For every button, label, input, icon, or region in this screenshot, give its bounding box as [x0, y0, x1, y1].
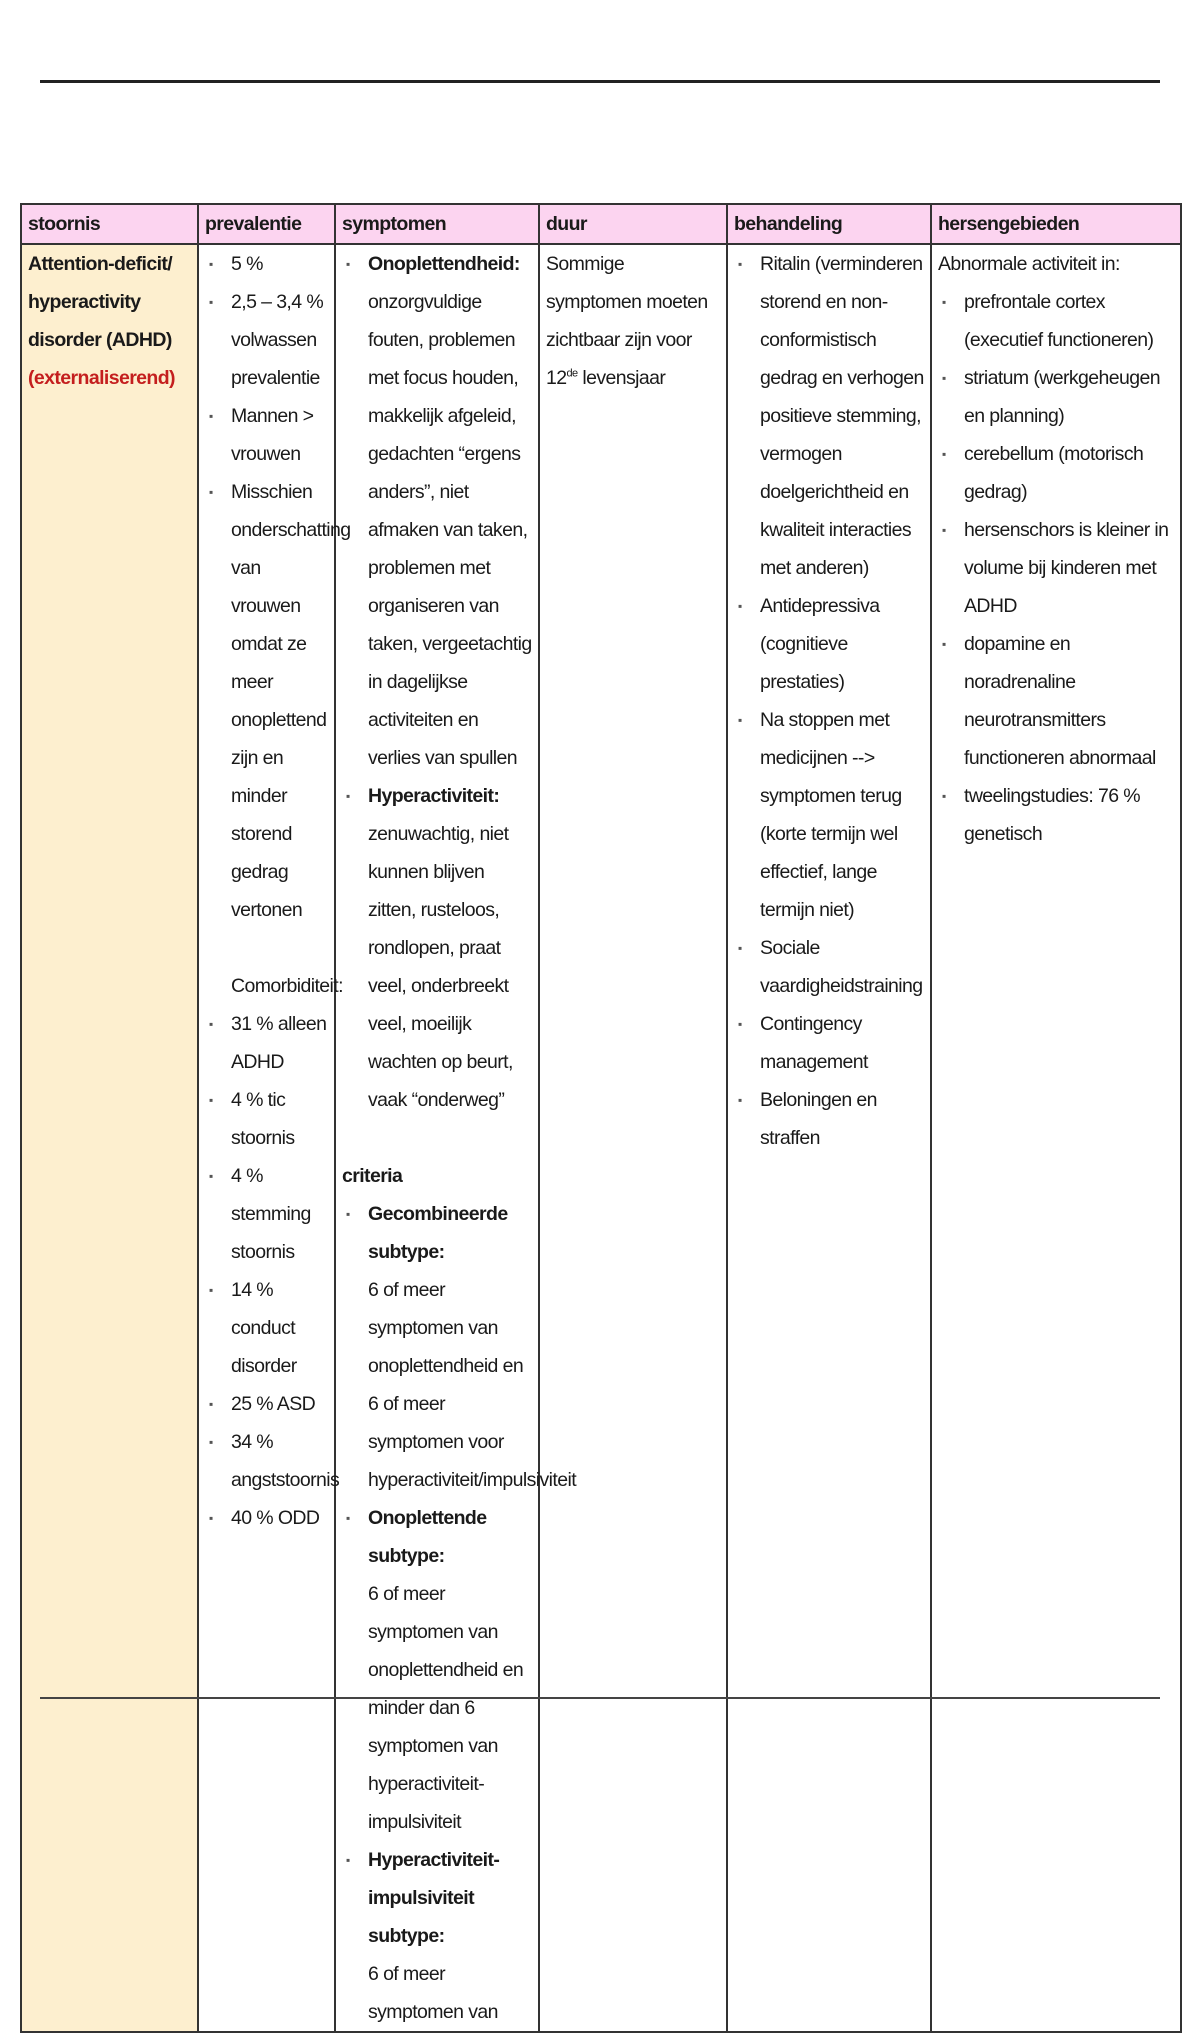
disorder-table: [20, 203, 1182, 2033]
criteria-heading: criteria: [342, 1165, 403, 1187]
list-item: ▪ 34 % angststoornis: [205, 1423, 328, 1499]
header-stoornis: stoornis: [21, 204, 198, 244]
cell-behandeling: [727, 244, 931, 2032]
list-item: ▪ 25 % ASD: [205, 1385, 328, 1423]
header-prevalentie: prevalentie: [198, 204, 335, 244]
list-item: ▪ Misschien onderschatting van vrouwen omdat ze meer onoplettend zijn en minder storend gedrag vertonen: [205, 473, 328, 929]
duration-text: Sommige symptomen moeten zichtbaar zijn voor 12: [546, 253, 708, 389]
combined-subtype-label: Gecombineerde subtype:: [368, 1203, 508, 1263]
list-item: ▪ 40 % ODD: [205, 1499, 328, 1537]
list-item: ▪ striatum (werkgeheugen en planning): [938, 359, 1174, 435]
inattention-label: Onoplettendheid:: [368, 253, 520, 275]
inattention-text: onzorgvuldige fouten, problemen met focus houden, makkelijk afgeleid, gedachten “ergens anders”, niet afmaken van taken, problemen met organiseren van taken, vergeetachtig in dagelijkse activiteiten en verlies van spullen: [368, 291, 532, 769]
cell-hersengebieden: [931, 244, 1181, 2032]
header-behandeling: behandeling: [727, 204, 931, 244]
treatment-list: [734, 245, 924, 1157]
list-item: ▪ tweelingstudies: 76 % genetisch: [938, 777, 1174, 853]
list-item: [342, 245, 532, 777]
list-item: ▪ 14 % conduct disorder: [205, 1271, 328, 1385]
criteria-list: [342, 1195, 577, 2031]
list-item: ▪ hersenschors is kleiner in volume bij kinderen met ADHD: [938, 511, 1174, 625]
list-item: ▪ Na stoppen met medicijnen --> symptomen terug (korte termijn wel effectief, lange termijn niet): [734, 701, 924, 929]
list-item: ▪ Antidepressiva (cognitieve prestaties): [734, 587, 924, 701]
hyperactivity-label: Hyperactiviteit:: [368, 785, 500, 807]
list-item: ▪ Contingency management: [734, 1005, 924, 1081]
list-item: ▪ Sociale vaardigheidstraining: [734, 929, 924, 1005]
list-item: [342, 1499, 532, 1841]
list-item: ▪ dopamine en noradrenaline neurotransmitters functioneren abnormaal: [938, 625, 1174, 777]
comorbidity-list: [205, 1005, 340, 1537]
list-item: ▪ 4 % tic stoornis: [205, 1081, 328, 1157]
cell-prevalentie: [198, 244, 351, 2032]
brain-list: [938, 283, 1174, 853]
inattentive-subtype-label: Onoplettende subtype:: [368, 1507, 487, 1567]
hyperactive-subtype-text: 6 of meer symptomen van: [368, 1963, 498, 2023]
disorder-name: Attention-deficit/ hyperactivity disorder (ADHD): [28, 253, 173, 351]
list-item: ▪ Mannen > vrouwen: [205, 397, 328, 473]
list-item: ▪ 2,5 – 3,4 % volwassen prevalentie: [205, 283, 328, 397]
inattentive-subtype-text: 6 of meer symptomen van onoplettendheid en minder dan 6 symptomen van hyperactiviteit-impulsiviteit: [368, 1583, 524, 1833]
combined-subtype-text: 6 of meer symptomen van onoplettendheid en 6 of meer symptomen voor hyperactiviteit/impulsiviteit: [368, 1279, 577, 1491]
hyperactivity-text: zenuwachtig, niet kunnen blijven zitten, rusteloos, rondlopen, praat veel, onderbreekt veel, moeilijk wachten op beurt, vaak “onderweg”: [368, 823, 513, 1111]
header-duur: duur: [539, 204, 727, 244]
header-row: [21, 204, 1181, 244]
list-item: [342, 1195, 577, 1499]
spacer: [342, 1119, 532, 1157]
cell-symptomen: [335, 244, 577, 2032]
prevalence-list: [205, 245, 351, 929]
comorbidity-label: Comorbiditeit:: [231, 975, 343, 997]
list-item: ▪ 31 % alleen ADHD: [205, 1005, 328, 1081]
disorder-type: (externaliserend): [28, 367, 175, 389]
list-item: ▪ prefrontale cortex (executief functioneren): [938, 283, 1174, 359]
spacer: [205, 929, 328, 967]
list-item: ▪ Ritalin (verminderen storend en non-conformistisch gedrag en verhogen positieve stemming, vermogen doelgerichtheid en kwaliteit interacties met anderen): [734, 245, 924, 587]
symptom-list: [342, 245, 532, 1119]
duration-text-end: levensjaar: [577, 367, 666, 389]
list-item: ▪ Beloningen en straffen: [734, 1081, 924, 1157]
list-item: ▪ cerebellum (motorisch gedrag): [938, 435, 1174, 511]
cell-stoornis: [21, 244, 198, 2032]
bottom-rule: [40, 1697, 1160, 1699]
list-item: ▪ 5 %: [205, 245, 328, 283]
list-item: [342, 777, 532, 1119]
table-row: [21, 244, 1181, 2032]
brain-intro: Abnormale activiteit in:: [938, 253, 1120, 275]
list-item: ▪ 4 % stemming stoornis: [205, 1157, 328, 1271]
list-item: [342, 1841, 532, 2031]
header-symptomen: symptomen: [335, 204, 539, 244]
duration-superscript: de: [566, 367, 578, 380]
hyperactive-subtype-label: Hyperactiviteit-impulsiviteit subtype:: [368, 1849, 500, 1947]
header-hersengebieden: hersengebieden: [931, 204, 1181, 244]
cell-duur: [539, 244, 727, 2032]
top-rule: [40, 80, 1160, 83]
